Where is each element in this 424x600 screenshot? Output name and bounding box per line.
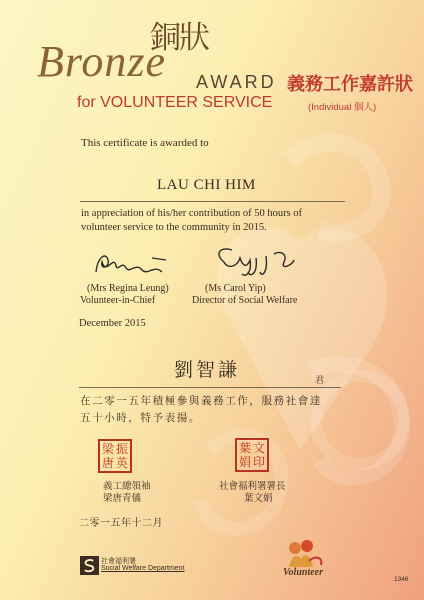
signatory-2-name: (Ms Carol Yip) (205, 283, 266, 294)
seal-char: 英 (115, 456, 128, 470)
recipient-name: LAU CHI HIM (157, 177, 256, 193)
seal-char: 振 (115, 442, 128, 456)
seal-stamp-director (235, 438, 269, 472)
seal-char: 娟 (238, 455, 251, 469)
name-underline (80, 201, 345, 202)
certificate-code: 1346 (394, 576, 409, 583)
recipient-name-chinese: 劉智謙 (174, 360, 241, 381)
chinese-signatory-1-name: 梁唐青儀 (103, 494, 142, 504)
volunteer-logo-text: Volunteer (283, 567, 324, 578)
signature-volunteer-in-chief (92, 250, 172, 280)
chinese-signatory-2-title: 社會福利署署長 (219, 482, 286, 492)
swd-name-english: Social Welfare Department (101, 565, 185, 572)
swd-name-chinese: 社會福利署 (101, 557, 136, 565)
chinese-signatory-1-title: 義工總領袖 (103, 482, 151, 492)
seal-char: 印 (252, 455, 265, 469)
seal-stamp-volunteer-in-chief (98, 439, 132, 473)
chinese-text-line-2: 五十小時，特予表揚。 (80, 413, 201, 424)
chinese-name-underline (79, 387, 341, 388)
individual-label: (Individual 個人) (308, 102, 377, 113)
seal-char: 葉 (238, 441, 251, 455)
bronze-title: Bronze (37, 37, 167, 86)
signatory-1-name: (Mrs Regina Leung) (87, 283, 169, 294)
chinese-text-line-1: 在二零一五年積極參與義務工作，服務社會達 (80, 396, 322, 407)
signatory-2-title: Director of Social Welfare (192, 295, 298, 306)
awarded-to-text: This certificate is awarded to (81, 137, 209, 149)
signatory-1-title: Volunteer-in-Chief (80, 295, 156, 306)
issue-date-chinese: 二零一五年十二月 (79, 518, 163, 529)
honorific: 君 (315, 375, 325, 385)
volunteer-service-subtitle: for VOLUNTEER SERVICE (77, 94, 273, 111)
swd-logo-icon (80, 556, 99, 575)
award-title: AWARD (196, 72, 277, 92)
seal-char: 唐 (101, 456, 114, 470)
chinese-signatory-2-name: 葉文娟 (244, 494, 273, 504)
bronze-title-chinese: 銅狀 (150, 20, 208, 55)
seal-char: 梁 (101, 442, 114, 456)
issue-date: December 2015 (79, 318, 146, 329)
seal-char: 文 (252, 441, 265, 455)
award-title-chinese: 義務工作嘉許狀 (287, 74, 413, 94)
signature-director (210, 244, 300, 280)
appreciation-line-2: volunteer service to the community in 2015. (81, 222, 267, 233)
appreciation-line-1: in appreciation of his/her contribution of 50 hours of (81, 208, 303, 219)
